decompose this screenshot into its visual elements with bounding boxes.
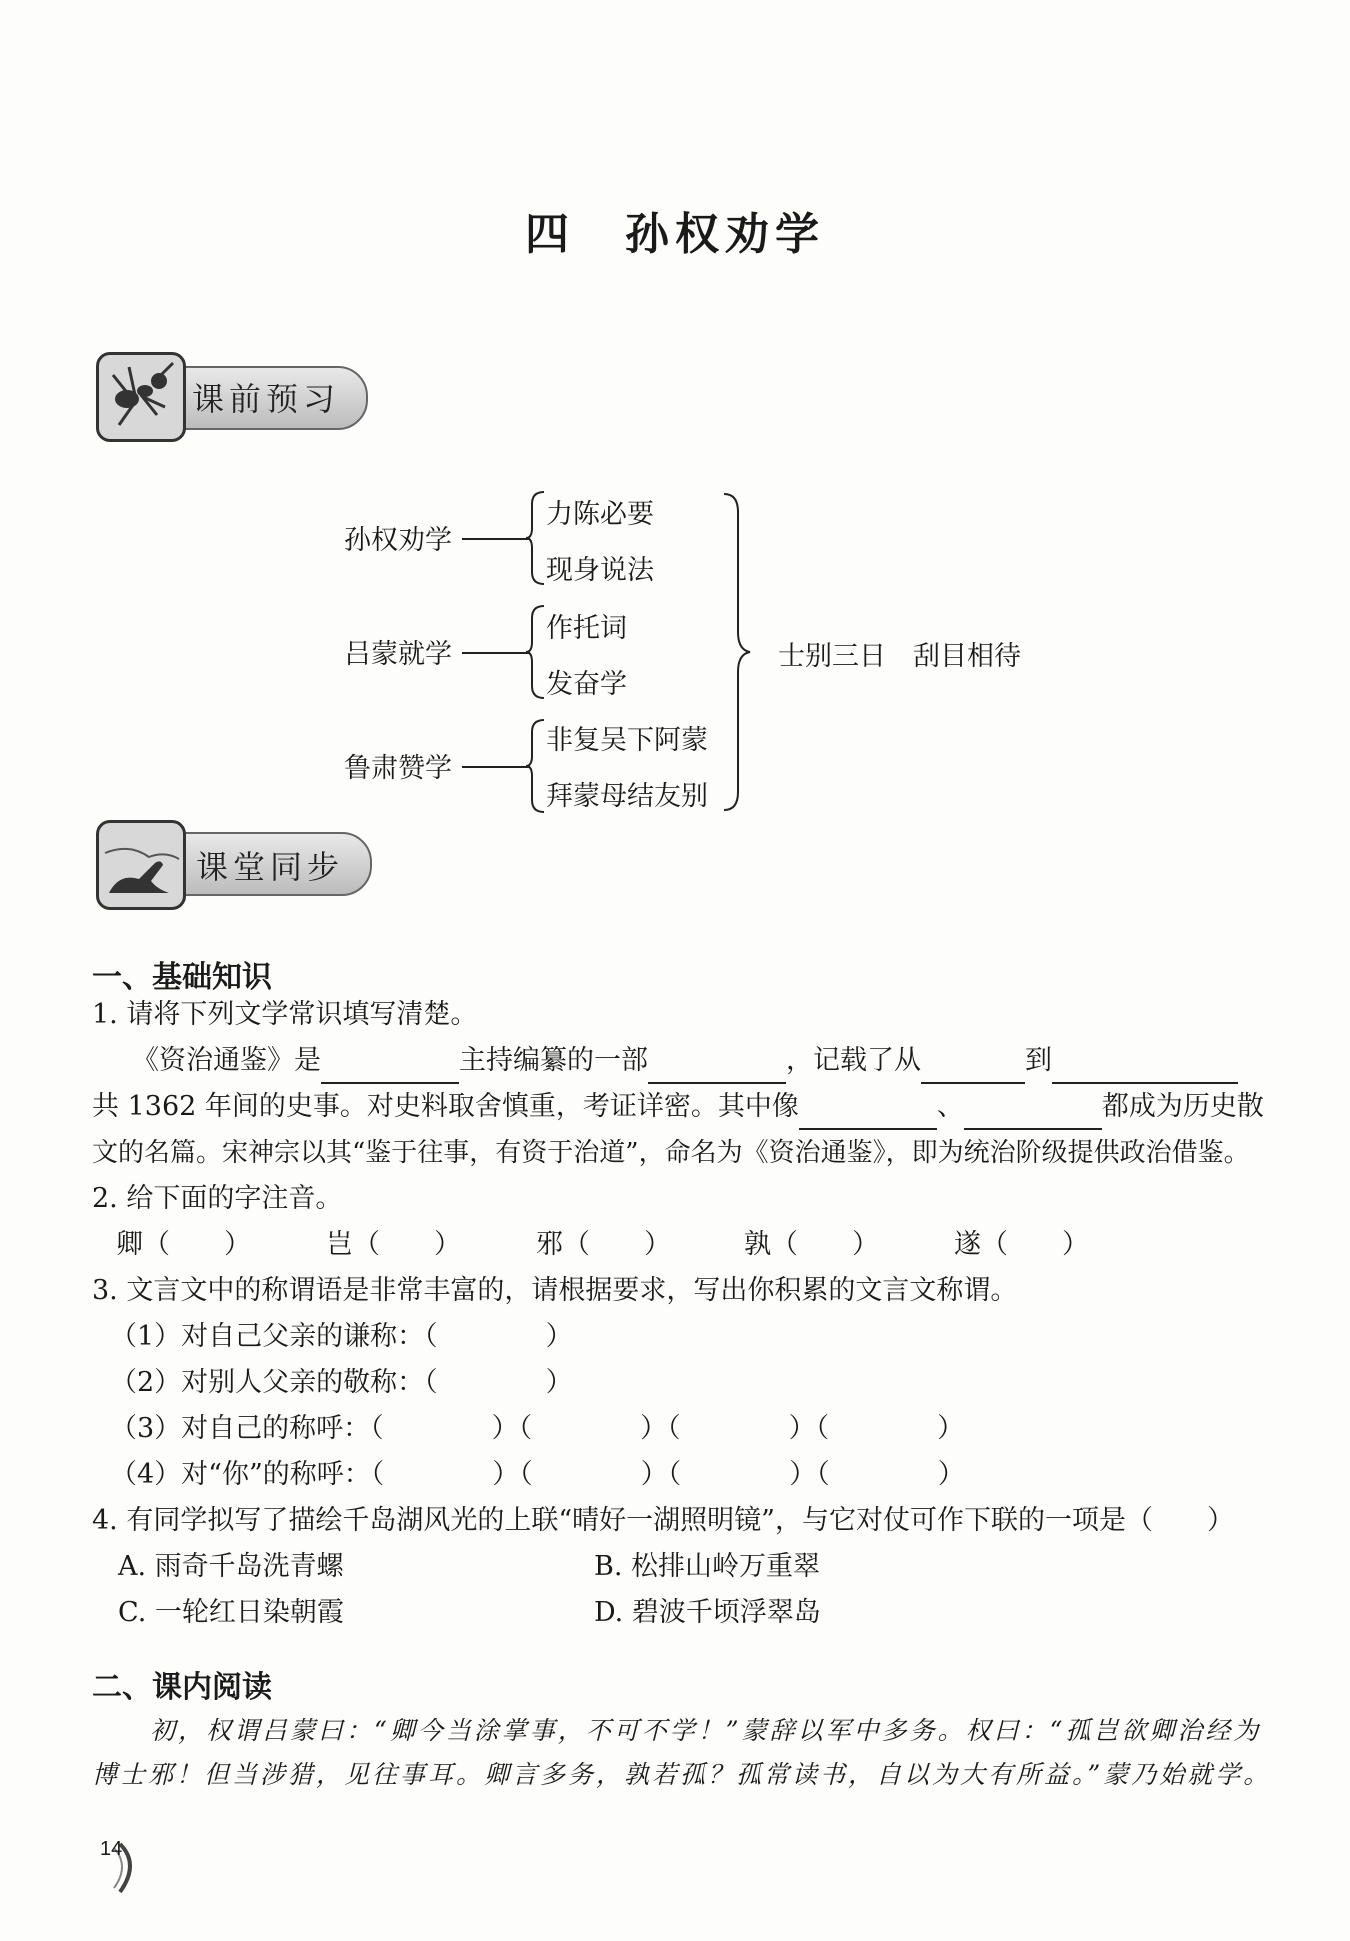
question-stem: 2. 给下面的字注音。 [92,1183,343,1214]
brace-icon [526,604,546,700]
big-brace-icon [722,492,752,812]
text: 《资治通鉴》是 [132,1045,321,1076]
pinyin-item[interactable]: 岂（ ） [326,1229,461,1260]
pinyin-item[interactable]: 孰（ ） [744,1229,879,1260]
text: 、 [936,1091,964,1122]
brace-icon [526,718,546,814]
tree-connector [462,652,530,654]
answer-blank[interactable] [799,1102,937,1130]
pinyin-item[interactable]: 邪（ ） [536,1229,671,1260]
tree-item: 现身说法 [546,555,654,586]
question-line: 文的名篇。宋神宗以其“鉴于往事，有资于治道”，命名为《资治通鉴》，即为统治阶级提供政治借鉴。 [92,1138,1250,1168]
sub-question[interactable]: （4）对“你”的称呼：（ ）（ ）（ ）（ ） [110,1459,965,1490]
tree-item: 作托词 [546,613,627,644]
answer-blank[interactable] [921,1056,1025,1084]
text: 共 1362 年间的史事。对史料取舍慎重，考证详密。其中像 [92,1091,799,1122]
option[interactable]: A. 雨奇千岛洗青螺 [118,1551,344,1582]
pinyin-item[interactable]: 遂（ ） [954,1229,1089,1260]
page-number: 14 [100,1838,123,1860]
tree-connector [462,538,530,540]
text: ，记载了从 [786,1045,921,1076]
dinosaur-icon [96,820,186,910]
text: 主持编纂的一部 [459,1045,648,1076]
tree-item: 力陈必要 [546,499,654,530]
class-banner-label: 课堂同步 [196,848,345,886]
question-stem: 1. 请将下列文学常识填写清楚。 [92,999,478,1030]
sub-question[interactable]: （3）对自己的称呼：（ ）（ ）（ ）（ ） [110,1413,965,1444]
answer-blank[interactable] [964,1102,1102,1130]
tree-item: 非复吴下阿蒙 [546,725,708,756]
question-stem: 3. 文言文中的称谓语是非常丰富的，请根据要求，写出你积累的文言文称谓。 [92,1275,1018,1306]
tree-conclusion: 士别三日 刮目相待 [778,641,1021,672]
section-heading: 一、基础知识 [92,960,272,995]
answer-blank[interactable] [321,1056,459,1084]
tree-root-3: 鲁肃赞学 [344,753,452,784]
tree-root-2: 吕蒙就学 [344,639,452,670]
text: 到 [1025,1045,1052,1076]
tree-connector [462,766,530,768]
ant-icon [96,352,186,442]
question-stem: 4. 有同学拟写了描绘千岛湖风光的上联“晴好一湖照明镜”，与它对仗可作下联的一项是（ ） [92,1505,1234,1536]
answer-blank[interactable] [648,1056,786,1084]
tree-item: 拜蒙母结友别 [546,781,708,812]
page-title: 四 孙权劝学 [525,209,825,260]
preview-banner-label: 课前预习 [192,380,341,418]
reading-line: 初，权谓吕蒙曰：“卿今当涂掌事，不可不学！”蒙辞以军中多务。权曰：“孤岂欲卿治经为 [150,1716,1262,1745]
section-heading: 二、课内阅读 [92,1670,272,1705]
reading-line: 博士邪！但当涉猎，见往事耳。卿言多务，孰若孤？孤常读书，自以为大有所益。”蒙乃始就学。 [92,1760,1272,1789]
sub-question[interactable]: （2）对别人父亲的敬称：（ ） [110,1367,573,1398]
tree-item: 发奋学 [546,669,627,700]
sub-question[interactable]: （1）对自己父亲的谦称：（ ） [110,1321,573,1352]
brace-icon [526,490,546,586]
option[interactable]: D. 碧波千顷浮翠岛 [594,1597,821,1628]
question-line [92,1084,1264,1130]
tree-root-1: 孙权劝学 [344,525,452,556]
question-line [132,1038,1238,1084]
answer-blank[interactable] [1052,1056,1238,1084]
pinyin-item[interactable]: 卿（ ） [116,1229,251,1260]
option[interactable]: B. 松排山岭万重翠 [594,1551,821,1582]
option[interactable]: C. 一轮红日染朝霞 [118,1597,344,1628]
text: 都成为历史散 [1101,1091,1264,1122]
